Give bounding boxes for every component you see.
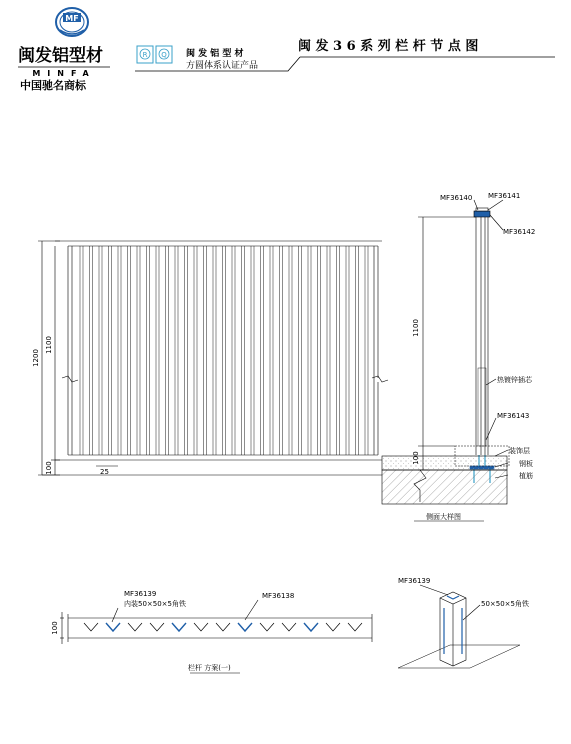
baluster-profile bbox=[238, 623, 252, 631]
dim-total-height: 1200 bbox=[32, 349, 40, 367]
part-label-mf36140: MF36140 bbox=[440, 194, 473, 202]
header bbox=[18, 8, 555, 92]
svg-text:Q: Q bbox=[161, 51, 167, 59]
brand-name: 闽发铝型材 bbox=[18, 46, 103, 66]
label-galvanized-insert: 热镀锌插芯 bbox=[497, 376, 532, 384]
side-detail-caption: 侧面大样图 bbox=[426, 513, 461, 521]
part-label-mf36141: MF36141 bbox=[488, 192, 521, 200]
baluster-profile-group bbox=[84, 623, 362, 631]
baluster-profile bbox=[84, 623, 98, 631]
angle-iron-note: 内装50×50×5角铁 bbox=[124, 600, 186, 608]
cert-brand-line: 闽 发 铝 型 材 bbox=[186, 49, 244, 59]
logo-letters: MF bbox=[65, 14, 79, 23]
cert-text: 方圆体系认证产品 bbox=[186, 61, 259, 71]
dim-side-height: 1100 bbox=[412, 319, 420, 337]
svg-text:R: R bbox=[142, 51, 148, 59]
baluster-profile bbox=[150, 623, 164, 631]
label-finish-layer: 装饰层 bbox=[509, 447, 530, 455]
baluster-profile bbox=[216, 623, 230, 631]
part-label-mf36143: MF36143 bbox=[497, 412, 530, 420]
dim-plan-depth: 100 bbox=[51, 621, 59, 635]
baluster-profile bbox=[348, 623, 362, 631]
baluster-profile bbox=[304, 623, 318, 631]
label-steel-plate: 钢板 bbox=[519, 460, 533, 468]
baluster-profile bbox=[260, 623, 274, 631]
baluster-profile bbox=[326, 623, 340, 631]
part-label-mf36142: MF36142 bbox=[503, 228, 536, 236]
cert-badge-q bbox=[156, 46, 172, 63]
baluster-profile bbox=[282, 623, 296, 631]
baluster-profile bbox=[128, 623, 142, 631]
brand-latin: MINFA bbox=[32, 69, 96, 78]
cert-badge-r bbox=[137, 46, 153, 63]
dim-base-height: 100 bbox=[45, 461, 53, 475]
company-logo bbox=[56, 8, 88, 36]
part-label-mf36139: MF36139 bbox=[124, 590, 157, 598]
dim-baluster-spacing: 25 bbox=[100, 468, 109, 476]
plan-caption: 栏杆 方案(一) bbox=[188, 664, 231, 672]
dim-upper-height: 1100 bbox=[45, 336, 53, 354]
baluster-profile bbox=[106, 623, 120, 631]
baluster-group bbox=[80, 246, 368, 455]
iso-part-label: MF36139 bbox=[398, 577, 431, 585]
brand-slogan: 中国驰名商标 bbox=[20, 79, 86, 92]
iso-angle-note: 50×50×5角铁 bbox=[481, 600, 529, 608]
plan-view bbox=[60, 600, 372, 673]
side-detail bbox=[382, 200, 509, 521]
baluster-profile bbox=[194, 623, 208, 631]
iso-detail bbox=[398, 585, 520, 668]
label-anchor-rebar: 植筋 bbox=[519, 472, 533, 480]
baluster-profile bbox=[172, 623, 186, 631]
drawing-title: 闽 发 3 6 系 列 栏 杆 节 点 图 bbox=[298, 39, 479, 54]
part-label-mf36138: MF36138 bbox=[262, 592, 295, 600]
dim-side-base: 100 bbox=[412, 451, 420, 465]
